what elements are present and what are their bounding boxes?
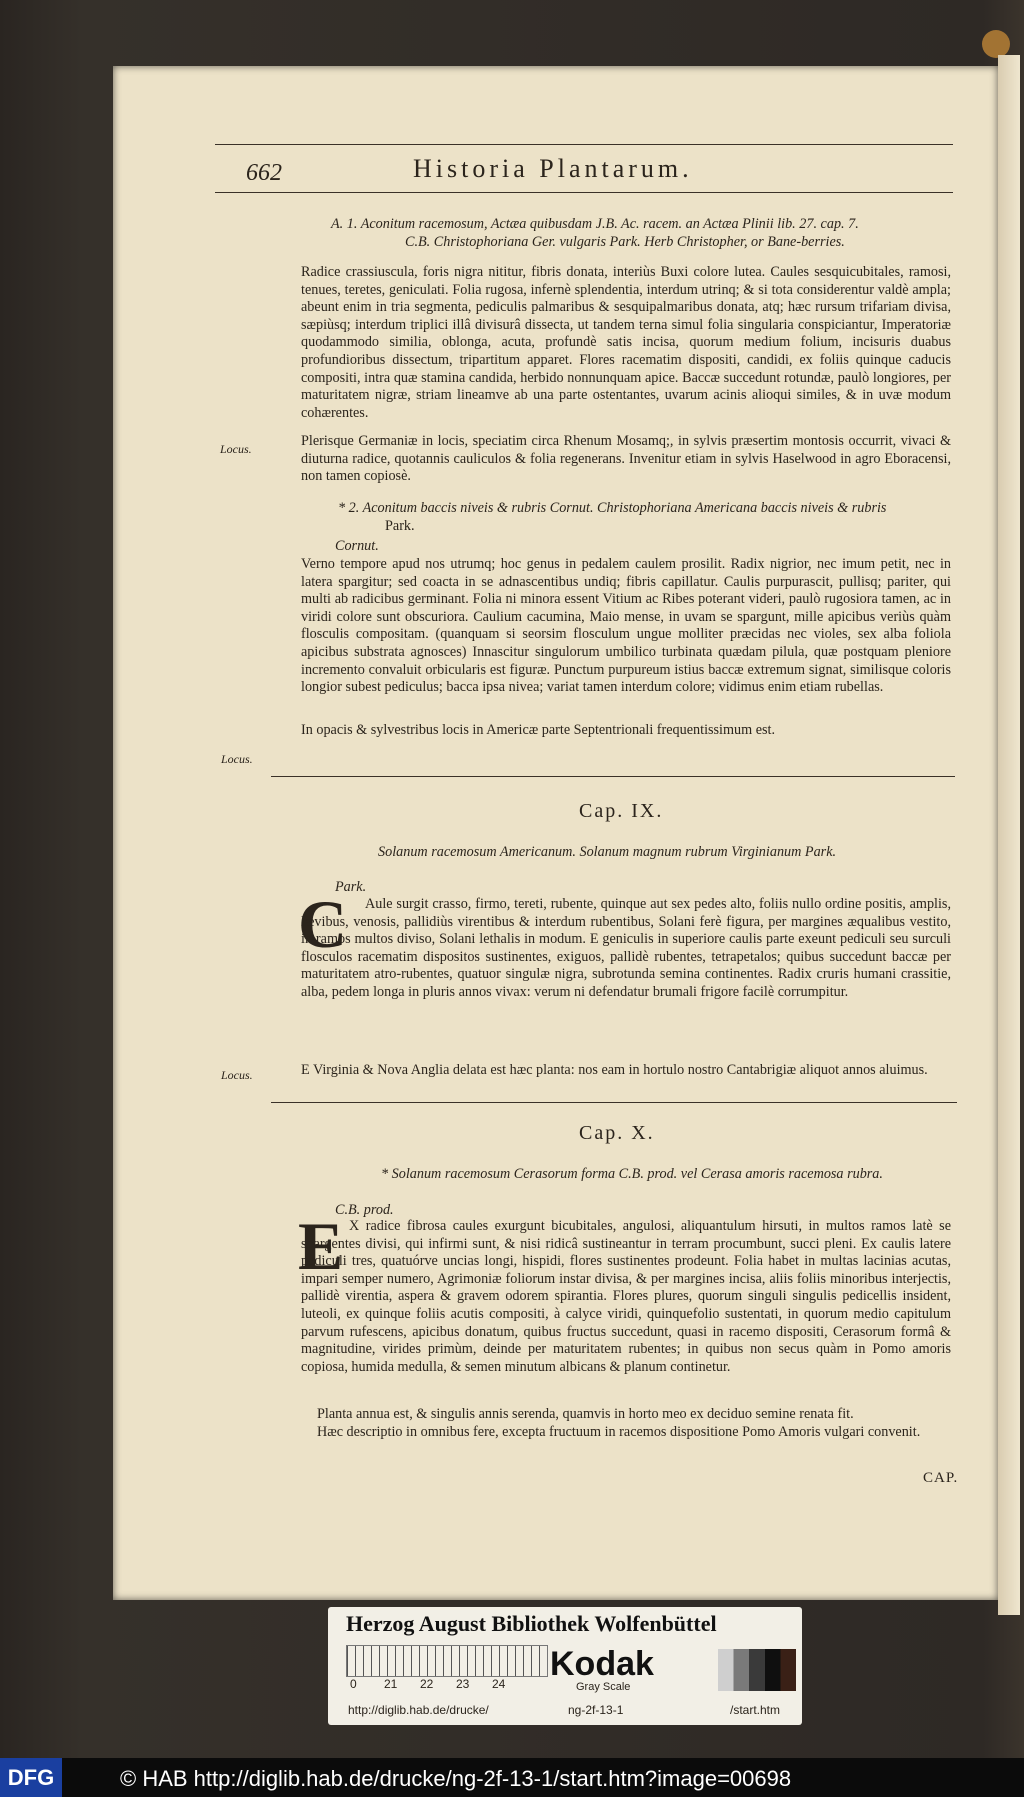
- scale-tick-21: 21: [384, 1677, 398, 1691]
- article-2-locus: In opacis & sylvestribus locis in Americæ parte Septentrionali frequentissimum est.: [301, 722, 776, 738]
- scale-tick-24: 24: [492, 1677, 506, 1691]
- library-color-card: [328, 1607, 802, 1725]
- chapter-rule-9: [271, 776, 955, 777]
- article-1-heading-line-2: C.B. Christophoriana Ger. vulgaris Park. Herb Christopher, or Bane-berries.: [405, 234, 845, 250]
- page-number: 662: [246, 160, 282, 186]
- chapter-10-annual-note: Planta annua est, & singulis annis serenda, quamvis in horto meo ex deciduo semine renata fit.: [317, 1406, 854, 1422]
- article-2-heading-line-1: * 2. Aconitum baccis niveis & rubris Cornut. Christophoriana Americana baccis niveis & rubris: [338, 500, 887, 516]
- article-2-description: Verno tempore apud nos utrumq; hoc genus in pedalem caulem prosilit. Radix nigrior, nec imum petit, nec in latera spargitur; sed coacta in se adnascentibus undiq; fibris capillatur. Caulis purpurascit, pullisq; pariter, qui multi ab radicibus germinant. Folia ni minora essent Vitium ac Ribes poterant videri, paulò rugosiora tamen, ac in viridi colore sunt obscuriora. Caulium cacumina, Maio mense, in uvam se spargunt, mille apicibus veriùs quàm flosculis compositam. (quanquam si seorsim flosculum ungue molliter præcidas nec violes, sex alba foliola apicibus substrata agnosces) Innascitur singulorum umbilico turbinata quædam pilula, quæ postquam pleniore incremento convaluit orbicularis est figuræ. Punctum purpureum istius baccæ extremum signat, similisque coloris longior subest pediculus; bacca ipsa nivea; variat tamen interdum colore; vidimus enim etiam rubellas.: [301, 556, 951, 696]
- chapter-10-closing-note: Hæc descriptio in omnibus fere, excepta fructuum in racemos dispositione Pomo Amoris vulgari convenit.: [317, 1424, 921, 1440]
- margin-locus-3: Locus.: [221, 1068, 253, 1082]
- chapter-9-title: Cap. IX.: [579, 800, 664, 822]
- head-rule-bottom: [215, 192, 953, 193]
- chapter-10-subtitle: * Solanum racemosum Cerasorum forma C.B. prod. vel Cerasa amoris racemosa rubra.: [381, 1166, 883, 1182]
- card-start-file: /start.htm: [730, 1703, 781, 1717]
- scale-tick-0: 0: [350, 1677, 357, 1691]
- chapter-rule-10-visible: [271, 1102, 957, 1103]
- gray-scale-label: Gray Scale: [576, 1681, 631, 1693]
- card-url: http://diglib.hab.de/drucke/: [348, 1703, 489, 1717]
- chapter-9-description: Aule surgit crasso, firmo, tereti, rubente, quinque aut sex pedes alto, foliis nullo ordine positis, amplis, lævibus, venosis, pallidiùs virentibus & interdum rubentibus, Solani ferè figura, per margines æqualibus vestito, in ramos multos diviso, Solani lethalis in modum. E geniculis in superiore caulis parte exeunt pediculi seu surculi flosculos racematim dispositos sustinentes, exiguos, pallidè rubentes, tetrapetalos; quibus succedunt baccæ per maturitatem atro-rubentes, quatuor singulæ nigra, subrotunda semina continentes. Radix cruris humani crassitie, alba, pedem longa in pluris annos vivax: verum ni defendatur brumali frigore facilè corrumpitur.: [301, 896, 951, 1000]
- card-shelfmark: ng-2f-13-1: [568, 1703, 624, 1717]
- chapter-10-drop-initial: E: [298, 1208, 344, 1284]
- margin-locus-1: Locus.: [220, 442, 252, 456]
- measurement-scale: [346, 1645, 548, 1677]
- article-2-source: Cornut.: [335, 538, 379, 554]
- gray-scale-patches: [718, 1649, 796, 1691]
- chapter-9-source: Park.: [335, 879, 367, 895]
- article-1-locus: Plerisque Germaniæ in locis, speciatim circa Rhenum Mosamq;, in sylvis præsertim montosis occurrit, vivaci & diuturna radice, quotannis cauliculos & folia regenerans. Invenitur etiam in sylvis Haselwood in agro Eboracensi, non tamen copiosè.: [301, 433, 951, 485]
- head-rule-top: [215, 144, 953, 145]
- article-1-description: Radice crassiuscula, foris nigra nititur, fibris donata, interiùs Buxi colore lutea. Caules sesquicubitales, ramosi, tenues, teretes, geniculati. Folia rugosa, infernè splendentia, interdum utrinq; & si tota considerentur valdè ampla; abeunt enim in tria segmenta, pediculis palmaribus & sesquipalmaribus donata, atq; hæc rursum trifariam divisa, sæpiùsq; interdum triplici illâ divisurâ dissecta, ut tandem terna simul folia singularia conspiciantur, Imperatoriæ quodammodo similia, oblonga, acuta, profundè satis incisa, quorum medium folium, incisuris duabus profundioribus dissectum, tripartitum apparet. Flores racematim dispositi, candidi, ex foliis quinque caducis compositi, intra quæ stamina candida, herbido nonnunquam apice. Baccæ succedunt rotundæ, paulò longiores, per maturitatem nigræ, striam lineamve ab una parte ostentantes, uvarum acinis alioqui similes, & in uvæ modum cohærentes.: [301, 264, 951, 421]
- library-name: Herzog August Bibliothek Wolfenbüttel: [346, 1611, 717, 1636]
- next-page-edge: [998, 55, 1020, 1615]
- chapter-10-title: Cap. X.: [579, 1122, 655, 1144]
- running-head: Historia Plantarum.: [413, 154, 693, 183]
- margin-locus-2: Locus.: [221, 752, 253, 766]
- scale-tick-22: 22: [420, 1677, 434, 1691]
- article-1-heading-line-1: A. 1. Aconitum racemosum, Actæa quibusdam J.B. Ac. racem. an Actæa Plinii lib. 27. cap. 7.: [331, 216, 859, 232]
- thumb-tab: [982, 30, 1010, 58]
- scale-tick-23: 23: [456, 1677, 470, 1691]
- chapter-9-subtitle: Solanum racemosum Americanum. Solanum magnum rubrum Virginianum Park.: [378, 844, 837, 860]
- chapter-9-drop-initial: C: [298, 886, 348, 962]
- kodak-logo: Kodak: [550, 1645, 654, 1683]
- dfg-logo: DFG: [0, 1758, 62, 1797]
- copyright-link[interactable]: © HAB http://diglib.hab.de/drucke/ng-2f-13-1/start.htm?image=00698: [120, 1766, 792, 1791]
- chapter-10-description: X radice fibrosa caules exurgunt bicubitales, angulosi, aliquantulum hirsuti, in multos ramos latè se spargentes divisi, qui infirmi sunt, & nisi ridicâ sustineantur in terram procumbunt, succi pleni. Ex caulis latere pediculi tres, quatuórve uncias longi, hispidi, flores sustinentes prodeunt. Folia habet in multas lacinias acutas, impari semper numero, Agrimoniæ foliorum instar divisa, & per margines incisa, aliis foliis minoribus interjectis, pallidè virentia, aspera & gravem odorem spirantia. Flores plures, quorum singuli singulis pedicellis insident, luteoli, ex quinque foliis acutis compositi, à calyce viridi, quinquefolio sustentati, in quorum medio capitulum parvum rufescens, apicibus donatum, quibus fructus succedunt, quasi in racemo dispositi, Cerasorum formâ & magnitudine, virides primùm, deinde per maturitatem rubentes; in quibus non secus quàm in Pomo amoris copiosa, humida medulla, & semen minutum albicans & planum continetur.: [301, 1218, 951, 1375]
- chapter-10-source: C.B. prod.: [335, 1202, 394, 1218]
- article-2-heading-line-2: Park.: [385, 518, 415, 534]
- book-page: [113, 66, 998, 1600]
- chapter-9-locus: E Virginia & Nova Anglia delata est hæc planta: nos eam in hortulo nostro Cantabrigiæ aliquot annos aluimus.: [301, 1062, 928, 1078]
- catchword: CAP.: [923, 1470, 959, 1486]
